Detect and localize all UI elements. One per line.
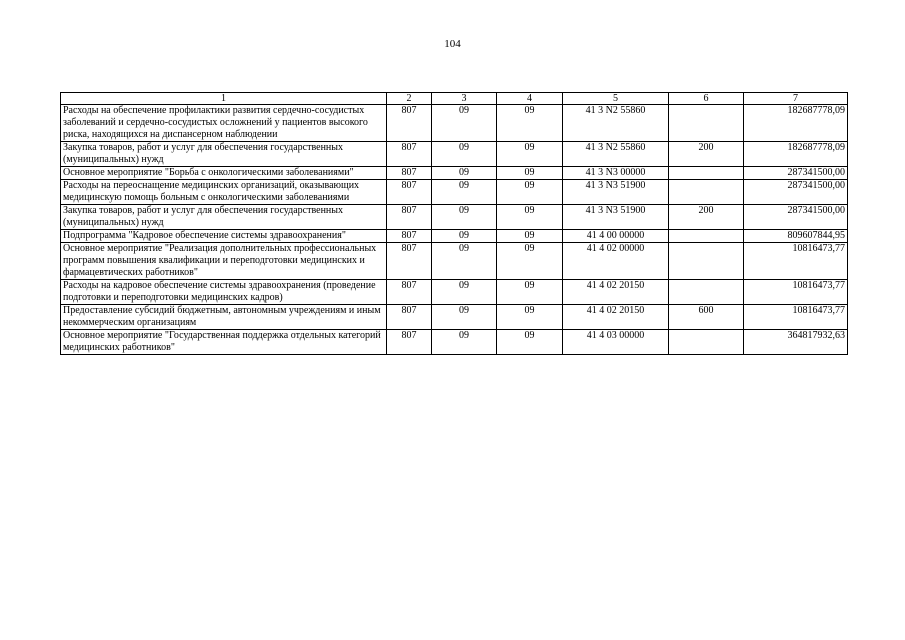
row-name: Основное мероприятие "Борьба с онкологическими заболеваниями" [61,167,387,180]
row-col-2: 807 [387,243,432,280]
row-col-6: 200 [669,205,744,230]
row-col-5: 41 3 N3 51900 [563,180,669,205]
row-col-4: 09 [497,305,563,330]
row-col-6 [669,243,744,280]
row-col-6: 600 [669,305,744,330]
row-amount: 287341500,00 [744,205,848,230]
row-col-4: 09 [497,167,563,180]
table-row [61,167,848,180]
row-col-3: 09 [432,330,497,355]
header-col-2: 2 [387,93,432,105]
row-amount: 10816473,77 [744,305,848,330]
row-col-4: 09 [497,180,563,205]
row-col-3: 09 [432,305,497,330]
row-col-2: 807 [387,330,432,355]
table-row [61,180,848,205]
row-col-5: 41 4 02 20150 [563,280,669,305]
row-col-2: 807 [387,167,432,180]
row-amount: 809607844,95 [744,230,848,243]
row-name: Закупка товаров, работ и услуг для обеспечения государственных (муниципальных) нужд [61,142,387,167]
row-name: Расходы на переоснащение медицинских организаций, оказывающих медицинскую помощь больным с онкологическими заболеваниями [61,180,387,205]
row-col-4: 09 [497,142,563,167]
row-name: Расходы на обеспечение профилактики развития сердечно-сосудистых заболеваний и сердечно-сосудистых осложнений у пациентов высокого риска, находящихся на диспансерном наблюдении [61,105,387,142]
row-amount: 287341500,00 [744,180,848,205]
row-col-4: 09 [497,105,563,142]
header-col-7: 7 [744,93,848,105]
table-row [61,205,848,230]
header-col-5: 5 [563,93,669,105]
row-col-5: 41 4 02 00000 [563,243,669,280]
table-row [61,330,848,355]
row-col-3: 09 [432,167,497,180]
row-col-6 [669,105,744,142]
row-col-5: 41 3 N3 00000 [563,167,669,180]
header-row [61,93,848,105]
row-col-6 [669,230,744,243]
row-col-2: 807 [387,280,432,305]
table-row [61,142,848,167]
row-col-3: 09 [432,142,497,167]
row-col-4: 09 [497,280,563,305]
row-amount: 10816473,77 [744,280,848,305]
header-col-4: 4 [497,93,563,105]
header-col-3: 3 [432,93,497,105]
table-row [61,280,848,305]
row-name: Предоставление субсидий бюджетным, автономным учреждениям и иным некоммерческим организациям [61,305,387,330]
row-col-5: 41 3 N2 55860 [563,142,669,167]
row-col-5: 41 4 00 00000 [563,230,669,243]
row-col-5: 41 4 03 00000 [563,330,669,355]
table-row [61,105,848,142]
row-name: Подпрограмма "Кадровое обеспечение системы здравоохранения" [61,230,387,243]
row-amount: 287341500,00 [744,167,848,180]
budget-table [60,92,848,355]
table-row [61,230,848,243]
row-col-2: 807 [387,105,432,142]
row-amount: 10816473,77 [744,243,848,280]
row-col-4: 09 [497,243,563,280]
row-col-3: 09 [432,180,497,205]
row-col-6 [669,167,744,180]
row-col-5: 41 3 N3 51900 [563,205,669,230]
row-col-4: 09 [497,330,563,355]
row-col-3: 09 [432,230,497,243]
row-col-3: 09 [432,205,497,230]
row-col-2: 807 [387,230,432,243]
row-col-6 [669,330,744,355]
row-col-2: 807 [387,142,432,167]
row-col-6: 200 [669,142,744,167]
table-row [61,243,848,280]
row-col-3: 09 [432,280,497,305]
row-name: Основное мероприятие "Реализация дополнительных профессиональных программ повышения квалификации и переподготовки медицинских и фармацевтических работников" [61,243,387,280]
row-col-3: 09 [432,105,497,142]
row-col-6 [669,280,744,305]
row-col-4: 09 [497,205,563,230]
header-col-6: 6 [669,93,744,105]
row-col-5: 41 3 N2 55860 [563,105,669,142]
row-amount: 182687778,09 [744,105,848,142]
row-name: Закупка товаров, работ и услуг для обеспечения государственных (муниципальных) нужд [61,205,387,230]
row-name: Основное мероприятие "Государственная поддержка отдельных категорий медицинских работников" [61,330,387,355]
row-col-2: 807 [387,180,432,205]
row-col-2: 807 [387,205,432,230]
row-col-4: 09 [497,230,563,243]
row-col-5: 41 4 02 20150 [563,305,669,330]
header-col-1: 1 [61,93,387,105]
row-col-3: 09 [432,243,497,280]
row-col-6 [669,180,744,205]
row-amount: 364817932,63 [744,330,848,355]
row-col-2: 807 [387,305,432,330]
row-name: Расходы на кадровое обеспечение системы здравоохранения (проведение подготовки и переподготовки медицинских кадров) [61,280,387,305]
table-row [61,305,848,330]
row-amount: 182687778,09 [744,142,848,167]
page-number: 104 [444,38,461,50]
